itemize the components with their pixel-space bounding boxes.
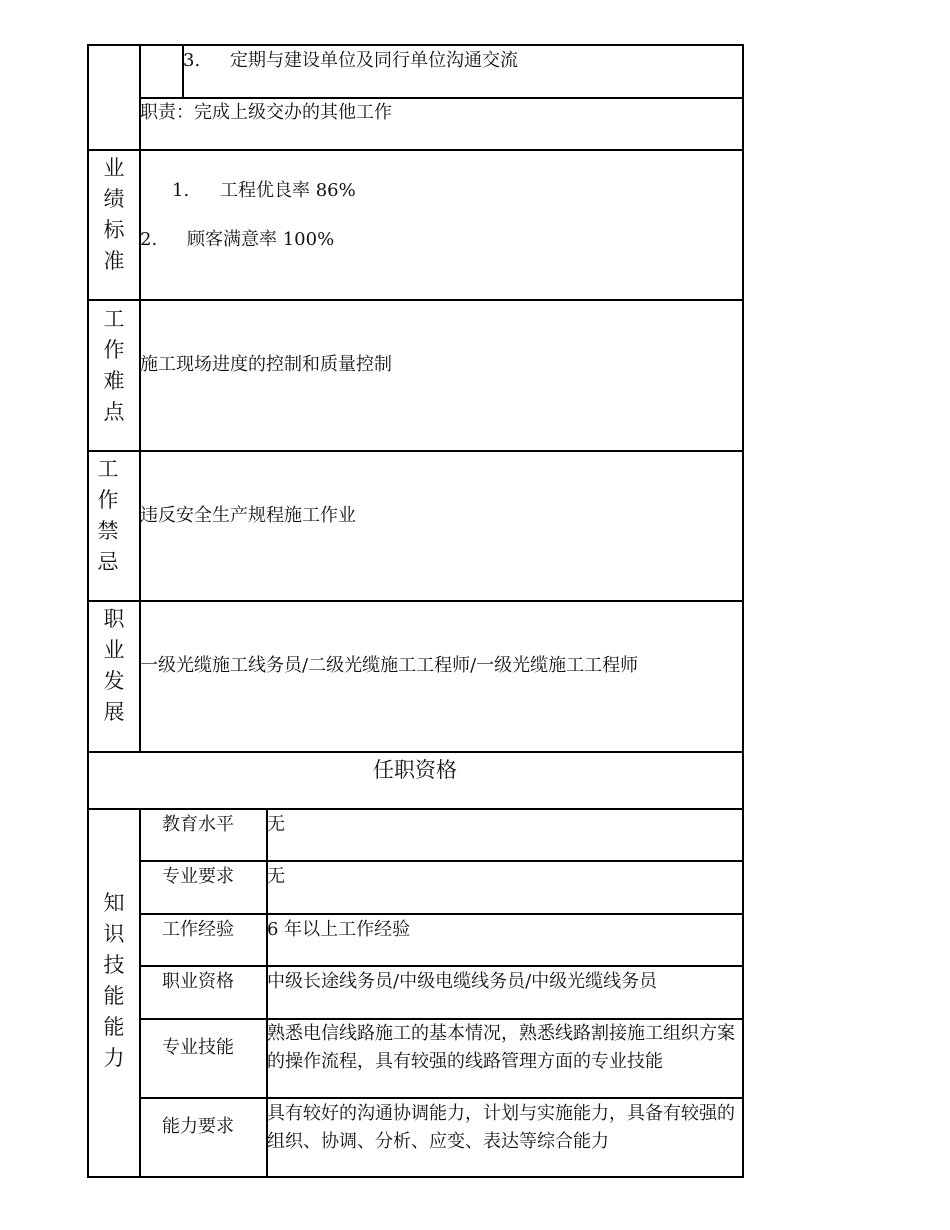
qualification-key: 能力要求 — [162, 1116, 234, 1137]
qualification-key: 专业要求 — [162, 866, 234, 887]
qualification-key: 教育水平 — [162, 814, 234, 835]
qualification-value: 中级长途线务员/中级电缆线务员/中级光缆线务员 — [267, 971, 658, 992]
qualification-value: 无 — [267, 866, 285, 887]
duty-item-3-number: 3. — [183, 50, 201, 71]
qualification-value: 无 — [267, 814, 285, 835]
performance-label: 业 绩 标 准 — [103, 156, 125, 273]
difficulty-label: 工 作 难 点 — [103, 307, 125, 424]
qualification-value: 熟悉电信线路施工的基本情况，熟悉线路割接施工组织方案的操作流程，具有较强的线路管理方面的专业技能 — [267, 1023, 735, 1072]
performance-item-1-text: 工程优良率 86% — [220, 180, 356, 201]
qualification-key: 工作经验 — [162, 919, 234, 940]
qualification-key: 职业资格 — [162, 971, 234, 992]
performance-item-2-number: 2. — [140, 229, 158, 250]
taboo-label: 工 作 禁 忌 — [97, 457, 119, 574]
career-text: 一级光缆施工线务员/二级光缆施工工程师/一级光缆施工工程师 — [140, 655, 639, 676]
career-label: 职 业 发 展 — [103, 607, 125, 724]
qualification-heading: 任职资格 — [373, 758, 457, 782]
other-duty-text: 职责：完成上级交办的其他工作 — [140, 102, 392, 123]
qualification-value: 具有较好的沟通协调能力，计划与实施能力，具备有较强的组织、协调、分析、应变、表达等综合能力 — [267, 1103, 735, 1152]
qualification-key: 专业技能 — [162, 1037, 234, 1058]
performance-item-1-number: 1. — [172, 180, 190, 201]
difficulty-text: 施工现场进度的控制和质量控制 — [140, 354, 392, 375]
duty-item-3-text: 定期与建设单位及同行单位沟通交流 — [230, 50, 518, 71]
knowledge-skill-label: 知 识 技 能 能 力 — [103, 891, 125, 1070]
qualification-value: 6 年以上工作经验 — [267, 919, 411, 940]
taboo-text: 违反安全生产规程施工作业 — [140, 505, 356, 526]
performance-item-2-text: 顾客满意率 100% — [187, 229, 335, 250]
